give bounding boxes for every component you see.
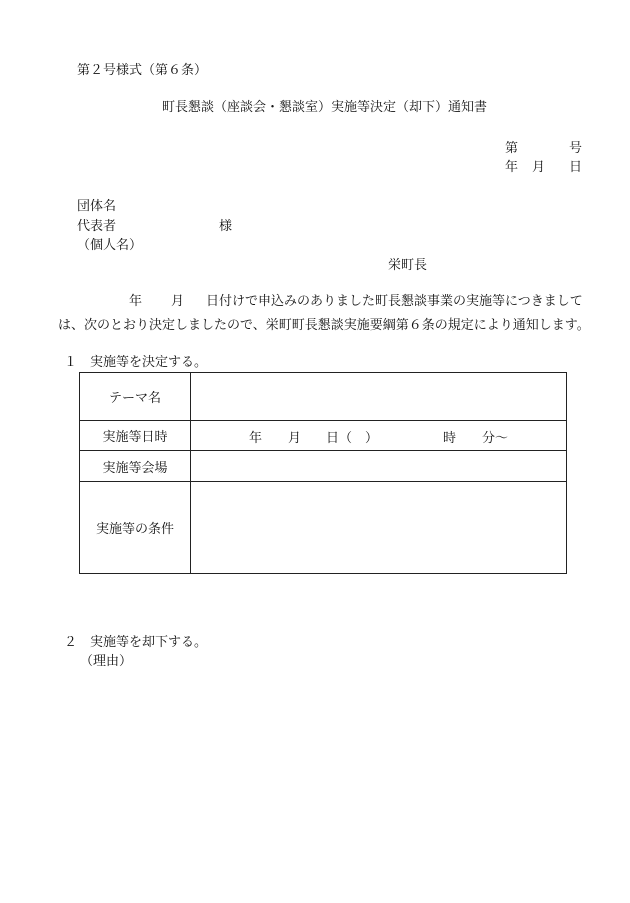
table-row-conditions <box>80 482 567 574</box>
conditions-value <box>191 482 567 574</box>
doc-number-dai: 第 <box>505 141 519 156</box>
datetime-day: 日（ ） <box>326 431 379 446</box>
individual-name-label: （個人名） <box>77 238 143 253</box>
date-month: 月 <box>532 160 546 175</box>
table-row-venue <box>80 451 567 482</box>
sender-name: 栄町長 <box>388 258 428 273</box>
body-month: 月 <box>171 294 185 309</box>
section-2-heading: ２ 実施等を却下する。 <box>64 635 208 650</box>
datetime-hour: 時 <box>443 431 457 446</box>
body-line-1-text: 日付けで申込みのありました町長懇談事業の実施等につきまして <box>206 294 583 309</box>
body-paragraph <box>58 290 598 338</box>
decision-table <box>79 372 567 574</box>
datetime-label: 実施等日時 <box>80 421 191 451</box>
body-line-2: は、次のとおり決定しましたので、栄町町長懇談実施要綱第６条の規定により通知します。 <box>58 318 590 333</box>
datetime-minute: 分～ <box>482 431 509 446</box>
table-row-datetime <box>80 421 567 451</box>
datetime-year: 年 <box>249 431 263 446</box>
venue-value <box>191 451 567 482</box>
table-row-theme <box>80 373 567 421</box>
theme-value <box>191 373 567 421</box>
datetime-month: 月 <box>288 431 302 446</box>
body-line-1 <box>58 290 598 314</box>
date-year: 年 <box>505 160 519 175</box>
document-title: 町長懇談（座談会・懇談室）実施等決定（却下）通知書 <box>162 100 488 115</box>
doc-number-go: 号 <box>569 141 583 156</box>
conditions-label: 実施等の条件 <box>80 482 191 574</box>
group-name-label: 団体名 <box>77 199 117 214</box>
reason-label: （理由） <box>80 654 133 669</box>
theme-label: テーマ名 <box>80 373 191 421</box>
form-number: 第２号様式（第６条） <box>77 63 208 78</box>
honorific-sama: 様 <box>219 219 233 234</box>
representative-label: 代表者 <box>77 219 117 234</box>
body-year: 年 <box>129 294 143 309</box>
datetime-value <box>191 421 567 451</box>
venue-label: 実施等会場 <box>80 451 191 482</box>
date-day: 日 <box>569 160 583 175</box>
section-1-heading: １ 実施等を決定する。 <box>64 355 208 370</box>
